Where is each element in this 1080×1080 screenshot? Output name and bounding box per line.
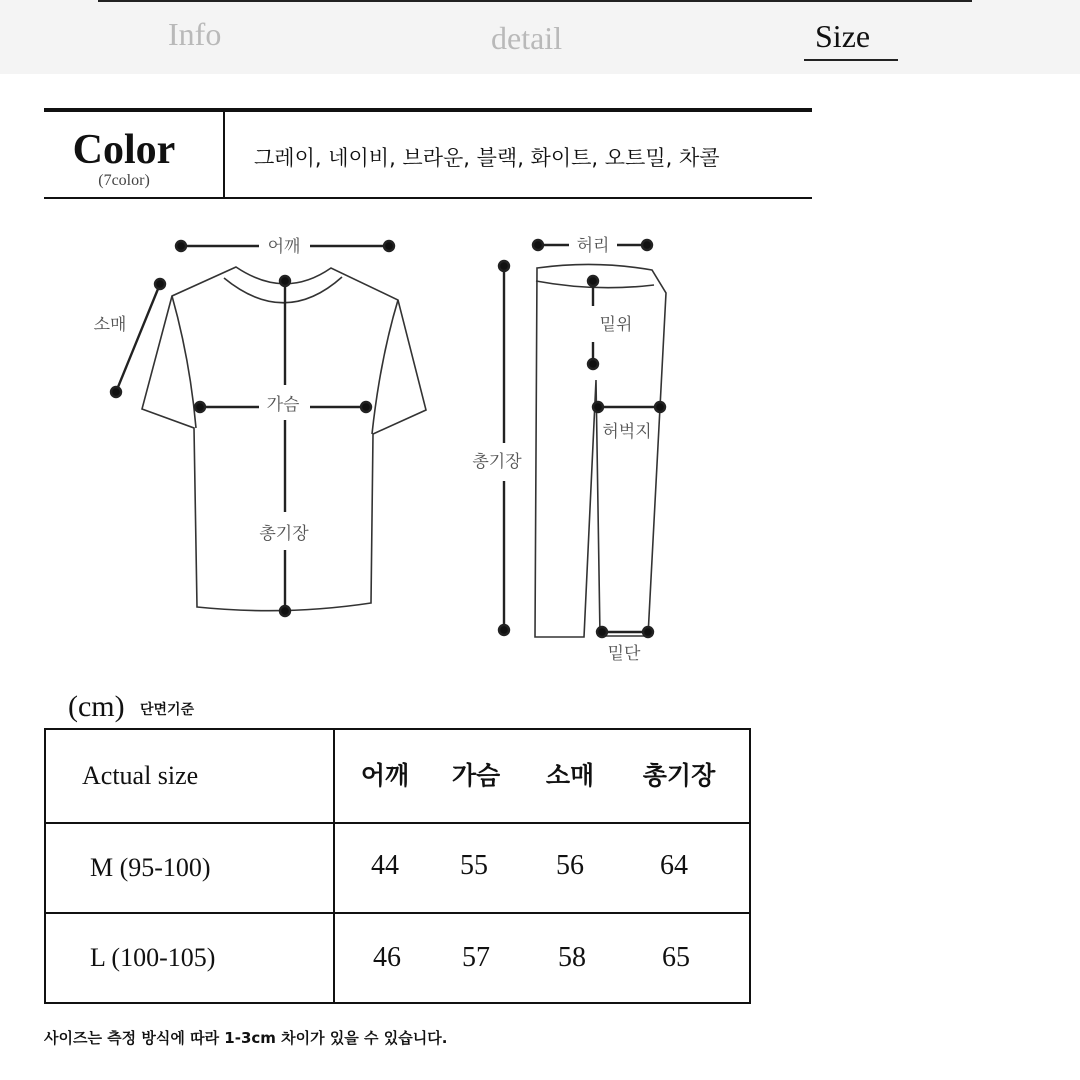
label-top-sleeve: 소매 [93, 315, 127, 335]
label-top-shoulder: 어깨 [267, 237, 301, 257]
cell-value: 58 [558, 942, 586, 973]
tshirt-sleeve-seam-left [172, 296, 196, 428]
label-bottom-hem: 밑단 [607, 644, 641, 664]
label-bottom-waist: 허리 [576, 236, 610, 256]
cell-value: 56 [556, 850, 584, 881]
tshirt-sleeve-seam-right [372, 300, 398, 434]
footnote: 사이즈는 측정 방식에 따라 1-3cm 차이가 있을 수 있습니다. [44, 1029, 448, 1047]
table-header-label: Actual size [45, 729, 334, 823]
row-label: M (95-100) [45, 823, 334, 913]
cell-value: 57 [462, 942, 490, 973]
cell-value: 55 [460, 850, 488, 881]
table-row [45, 823, 750, 913]
cell-value: 46 [373, 942, 401, 973]
header-sleeve: 소매 [545, 761, 595, 790]
cell-value: 65 [662, 942, 690, 973]
label-bottom-rise: 밑위 [599, 315, 633, 335]
tab-info[interactable]: Info [168, 16, 222, 52]
label-top-length: 총기장 [259, 524, 309, 544]
tab-detail[interactable]: detail [491, 20, 563, 56]
header-chest: 가슴 [451, 761, 501, 790]
label-top-chest: 가슴 [266, 395, 300, 415]
table-header-row [45, 729, 750, 823]
cell-value: 44 [371, 850, 399, 881]
color-list: 그레이, 네이비, 브라운, 블랙, 화이트, 오트밀, 차콜 [254, 146, 720, 170]
label-bottom-thigh: 허벅지 [602, 422, 652, 442]
color-count: (7color) [98, 172, 150, 189]
row-label: L (100-105) [45, 913, 334, 1003]
color-title: Color [72, 127, 176, 173]
cell-value: 64 [660, 850, 688, 881]
label-bottom-length: 총기장 [472, 452, 522, 472]
unit-note: 단면기준 [140, 702, 195, 718]
header-shoulder: 어깨 [360, 761, 410, 790]
header-length: 총기장 [642, 761, 716, 790]
tab-size[interactable]: Size [815, 18, 871, 54]
size-table [44, 728, 751, 1004]
table-row [45, 913, 750, 1003]
unit-label: (cm) [68, 690, 125, 723]
